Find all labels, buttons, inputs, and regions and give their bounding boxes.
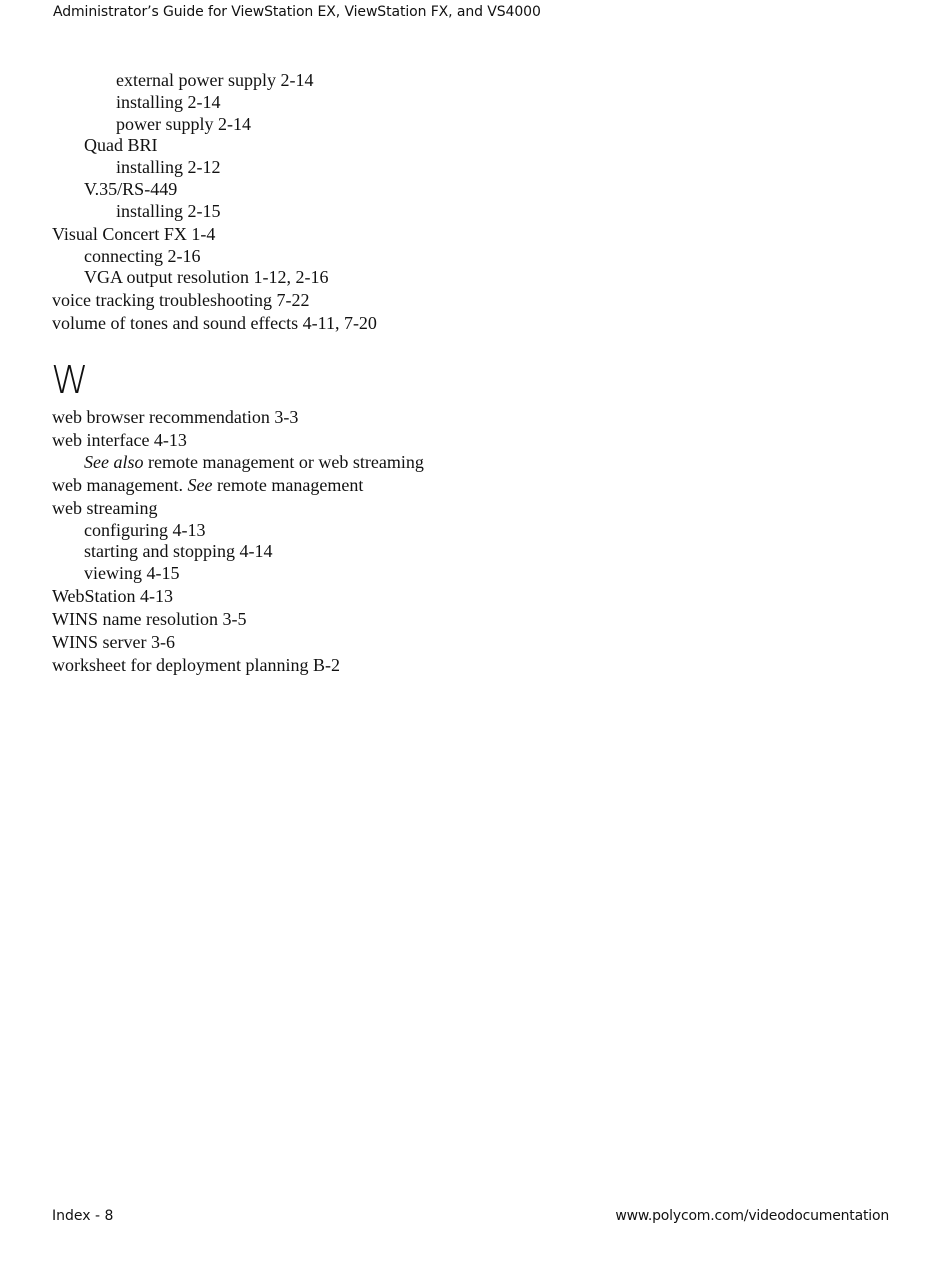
index-entry: configuring 4-13 xyxy=(84,519,206,540)
index-entries-continued xyxy=(52,70,912,335)
index-entry: web streaming xyxy=(52,497,158,518)
index-entry-see-also xyxy=(52,452,912,474)
section-letter-heading: W xyxy=(51,358,89,402)
index-entry: Quad BRI xyxy=(84,135,158,156)
index-entry: starting and stopping 4-14 xyxy=(84,541,273,562)
index-entry: viewing 4-15 xyxy=(84,563,180,584)
index-entry: connecting 2-16 xyxy=(84,245,201,266)
see-also-label: See also xyxy=(84,451,144,472)
index-entry: WINS name resolution 3-5 xyxy=(52,609,247,630)
index-entry: installing 2-14 xyxy=(116,91,221,112)
index-entry: worksheet for deployment planning B-2 xyxy=(52,655,340,676)
index-entry: web browser recommendation 3-3 xyxy=(52,407,299,427)
index-entry: V.35/RS-449 xyxy=(84,178,178,199)
index-entry-see xyxy=(52,475,912,497)
index-entries-w xyxy=(52,407,912,677)
see-also-target: remote management or web streaming xyxy=(143,451,424,472)
see-label: See xyxy=(187,474,213,495)
running-header: Administrator’s Guide for ViewStation EX, ViewStation FX, and VS4000 xyxy=(53,4,541,20)
index-entry: Visual Concert FX 1-4 xyxy=(52,223,216,244)
see-target: remote management xyxy=(212,474,364,495)
page-number: Index - 8 xyxy=(52,1208,114,1224)
index-entry: volume of tones and sound effects 4-11, 7-20 xyxy=(52,313,377,334)
index-entry: installing 2-15 xyxy=(116,200,221,221)
index-entry: external power supply 2-14 xyxy=(116,70,314,90)
index-entry: web interface 4-13 xyxy=(52,429,187,450)
index-entry: VGA output resolution 1-12, 2-16 xyxy=(84,267,329,288)
index-entry: WebStation 4-13 xyxy=(52,586,174,607)
footer-url: www.polycom.com/videodocumentation xyxy=(615,1208,889,1224)
index-entry: installing 2-12 xyxy=(116,157,221,178)
index-entry: WINS server 3-6 xyxy=(52,632,175,653)
entry-term: web management. xyxy=(52,474,188,495)
index-entry: power supply 2-14 xyxy=(116,113,251,134)
index-entry: voice tracking troubleshooting 7-22 xyxy=(52,290,310,311)
